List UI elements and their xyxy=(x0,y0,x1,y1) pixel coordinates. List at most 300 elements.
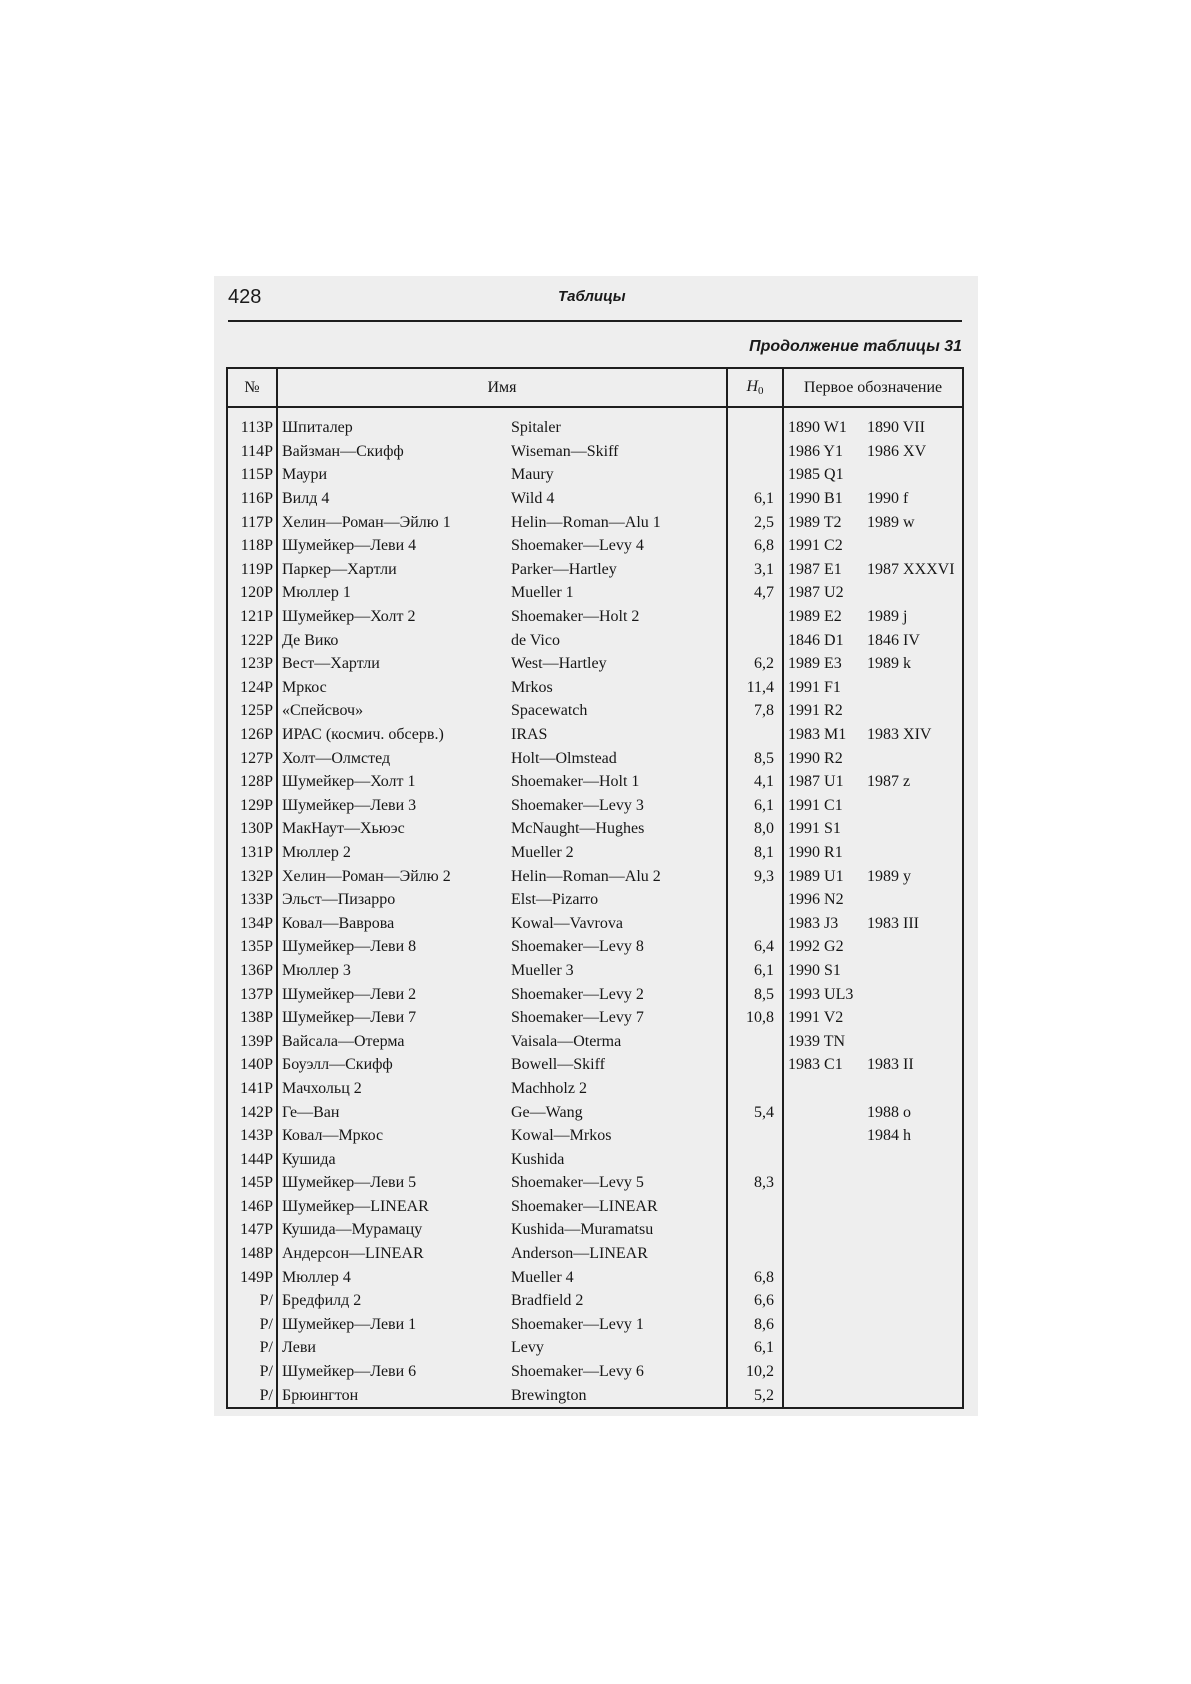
table-row xyxy=(227,1360,963,1384)
cell-name-russian: Мюллер 2 xyxy=(282,843,351,861)
cell-number: 133P xyxy=(227,888,277,912)
running-head: Таблицы xyxy=(558,288,626,305)
cell-h0 xyxy=(727,911,783,935)
table-row xyxy=(227,1313,963,1337)
cell-name-russian: Шпиталер xyxy=(282,419,353,437)
cell-designation-new: 1991 V2 xyxy=(788,1009,844,1027)
cell-designation-old: 1846 IV xyxy=(867,631,920,649)
cell-h0: 5,4 xyxy=(727,1100,783,1124)
cell-number: 149P xyxy=(227,1265,277,1289)
cell-number: 121P xyxy=(227,605,277,629)
cell-number: 137P xyxy=(227,982,277,1006)
table-row xyxy=(227,959,963,983)
cell-h0: 7,8 xyxy=(727,699,783,723)
cell-designation-old xyxy=(867,817,963,841)
cell-name-russian: Вилд 4 xyxy=(282,490,330,508)
cell-name-russian: Ковал—Мркос xyxy=(282,1127,384,1145)
cell-designation-old: 1988 o xyxy=(867,1103,912,1121)
cell-designation-new: 1989 E3 xyxy=(788,655,842,673)
cell-designation-old xyxy=(867,463,963,487)
cell-name-latin: Holt—Olmstead xyxy=(507,746,727,770)
cell-designation-new xyxy=(783,1124,867,1148)
cell-designation-old xyxy=(867,1360,963,1384)
cell-designation-old: 1989 k xyxy=(867,655,912,673)
cell-name-latin: Shoemaker—Holt 2 xyxy=(507,605,727,629)
cell-name-latin: Anderson—LINEAR xyxy=(507,1242,727,1266)
cell-name-latin: Shoemaker—Levy 5 xyxy=(507,1171,727,1195)
cell-name-russian: Мюллер 3 xyxy=(282,961,351,979)
cell-designation-old xyxy=(867,794,963,818)
cell-number: 144P xyxy=(227,1147,277,1171)
table-row xyxy=(227,817,963,841)
cell-name-latin: Mrkos xyxy=(507,676,727,700)
table-row xyxy=(227,1218,963,1242)
table-row xyxy=(227,463,963,487)
cell-h0: 8,0 xyxy=(727,817,783,841)
column-header-name: Имя xyxy=(277,368,727,407)
cell-name-russian: Кушида—Мурамацу xyxy=(282,1221,423,1239)
cell-designation-old xyxy=(867,935,963,959)
table-row xyxy=(227,770,963,794)
cell-name-russian: Маури xyxy=(282,466,328,484)
cell-designation-new xyxy=(783,1313,867,1337)
table-row xyxy=(227,1171,963,1195)
cell-designation-old xyxy=(867,534,963,558)
cell-designation-old xyxy=(867,746,963,770)
cell-number: 136P xyxy=(227,959,277,983)
cell-designation-new xyxy=(783,1265,867,1289)
cell-name-latin: Shoemaker—LINEAR xyxy=(507,1195,727,1219)
cell-name-russian: Мркос xyxy=(282,678,327,696)
h0-subscript: 0 xyxy=(758,385,764,397)
cell-name-latin: Helin—Roman—Alu 2 xyxy=(507,864,727,888)
table-row xyxy=(227,888,963,912)
cell-number: 145P xyxy=(227,1171,277,1195)
cell-name-latin: Mueller 4 xyxy=(507,1265,727,1289)
table-row xyxy=(227,534,963,558)
cell-designation-new xyxy=(783,1360,867,1384)
cell-number: 123P xyxy=(227,652,277,676)
cell-designation-old xyxy=(867,982,963,1006)
cell-designation-new: 1990 B1 xyxy=(788,490,843,508)
cell-number: 139P xyxy=(227,1029,277,1053)
table-row xyxy=(227,864,963,888)
cell-name-latin: Shoemaker—Levy 1 xyxy=(507,1313,727,1337)
cell-designation-old xyxy=(867,1336,963,1360)
cell-name-latin: Shoemaker—Levy 6 xyxy=(507,1360,727,1384)
cell-designation-old xyxy=(867,1242,963,1266)
cell-name-latin: Shoemaker—Holt 1 xyxy=(507,770,727,794)
cell-number: 147P xyxy=(227,1218,277,1242)
cell-name-latin: Spitaler xyxy=(507,407,727,440)
cell-designation-new: 1991 C2 xyxy=(788,537,843,555)
table-row xyxy=(227,1077,963,1101)
table-row xyxy=(227,676,963,700)
cell-name-russian: Леви xyxy=(282,1339,316,1357)
cell-name-latin: Elst—Pizarro xyxy=(507,888,727,912)
h0-symbol: H xyxy=(746,378,759,395)
comet-table xyxy=(226,367,964,1409)
cell-number: 113P xyxy=(227,407,277,440)
cell-designation-old: 1984 h xyxy=(867,1127,912,1145)
cell-designation-new: 1846 D1 xyxy=(788,631,844,649)
cell-number: 128P xyxy=(227,770,277,794)
cell-h0: 4,7 xyxy=(727,581,783,605)
cell-h0: 6,1 xyxy=(727,794,783,818)
cell-designation-old xyxy=(867,959,963,983)
cell-designation-new xyxy=(783,1195,867,1219)
cell-designation-new: 1983 J3 xyxy=(788,914,839,932)
cell-designation-old: 1983 III xyxy=(867,914,919,932)
cell-number: 132P xyxy=(227,864,277,888)
table-row xyxy=(227,699,963,723)
cell-number: P/ xyxy=(227,1336,277,1360)
cell-designation-new: 1939 TN xyxy=(788,1032,846,1050)
cell-h0: 6,1 xyxy=(727,959,783,983)
cell-name-latin: West—Hartley xyxy=(507,652,727,676)
cell-number: P/ xyxy=(227,1383,277,1408)
cell-name-latin: Ge—Wang xyxy=(507,1100,727,1124)
cell-number: 141P xyxy=(227,1077,277,1101)
cell-designation-new xyxy=(783,1100,867,1124)
cell-designation-old: 1890 VII xyxy=(867,419,925,437)
table-row xyxy=(227,605,963,629)
cell-h0 xyxy=(727,463,783,487)
cell-name-russian: Шумейкер—Леви 8 xyxy=(282,938,417,956)
cell-name-latin: Shoemaker—Levy 7 xyxy=(507,1006,727,1030)
cell-name-latin: Mueller 2 xyxy=(507,841,727,865)
cell-designation-new: 1989 T2 xyxy=(788,513,842,531)
cell-designation-new: 1991 F1 xyxy=(788,678,841,696)
cell-name-russian: Вайсала—Отерма xyxy=(282,1032,405,1050)
cell-h0 xyxy=(727,1147,783,1171)
cell-designation-old xyxy=(867,888,963,912)
cell-h0: 6,4 xyxy=(727,935,783,959)
cell-name-russian: Шумейкер—Леви 3 xyxy=(282,796,417,814)
table-row xyxy=(227,841,963,865)
cell-h0 xyxy=(727,1029,783,1053)
cell-designation-new: 1985 Q1 xyxy=(788,466,844,484)
cell-name-latin: Vaisala—Oterma xyxy=(507,1029,727,1053)
cell-name-latin: Maury xyxy=(507,463,727,487)
cell-h0 xyxy=(727,440,783,464)
cell-h0 xyxy=(727,1242,783,1266)
table-row xyxy=(227,1289,963,1313)
cell-name-latin: Kowal—Vavrova xyxy=(507,911,727,935)
cell-designation-new: 1990 S1 xyxy=(788,961,841,979)
cell-name-latin: Kowal—Mrkos xyxy=(507,1124,727,1148)
cell-name-russian: Вест—Хартли xyxy=(282,655,380,673)
cell-designation-old xyxy=(867,841,963,865)
cell-name-latin: Shoemaker—Levy 8 xyxy=(507,935,727,959)
cell-designation-old xyxy=(867,1289,963,1313)
cell-name-latin: IRAS xyxy=(507,723,727,747)
cell-designation-new xyxy=(783,1383,867,1408)
table-caption: Продолжение таблицы 31 xyxy=(749,338,962,355)
cell-name-latin: de Vico xyxy=(507,628,727,652)
cell-designation-new: 1890 W1 xyxy=(788,419,847,437)
cell-designation-new: 1991 S1 xyxy=(788,820,841,838)
cell-name-latin: Brewington xyxy=(507,1383,727,1408)
cell-number: 117P xyxy=(227,510,277,534)
cell-name-russian: Андерсон—LINEAR xyxy=(282,1245,424,1263)
table-row xyxy=(227,982,963,1006)
table-row xyxy=(227,581,963,605)
cell-designation-old: 1983 XIV xyxy=(867,726,932,744)
cell-number: 142P xyxy=(227,1100,277,1124)
cell-h0 xyxy=(727,1195,783,1219)
cell-number: 135P xyxy=(227,935,277,959)
cell-h0: 6,1 xyxy=(727,487,783,511)
cell-designation-old xyxy=(867,1383,963,1408)
table-row xyxy=(227,1147,963,1171)
cell-name-latin: Shoemaker—Levy 4 xyxy=(507,534,727,558)
page-number: 428 xyxy=(228,286,262,308)
cell-name-russian: Де Вико xyxy=(282,631,339,649)
cell-number: 140P xyxy=(227,1053,277,1077)
cell-name-latin: Kushida—Muramatsu xyxy=(507,1218,727,1242)
cell-name-latin: Mueller 1 xyxy=(507,581,727,605)
table-row xyxy=(227,794,963,818)
cell-name-latin: Spacewatch xyxy=(507,699,727,723)
cell-number: P/ xyxy=(227,1289,277,1313)
table-row xyxy=(227,1195,963,1219)
table-row xyxy=(227,1336,963,1360)
cell-designation-old xyxy=(867,1006,963,1030)
cell-designation-old xyxy=(867,1147,963,1171)
table-row xyxy=(227,1265,963,1289)
cell-name-russian: МакНаут—Хьюэс xyxy=(282,820,405,838)
cell-name-latin: McNaught—Hughes xyxy=(507,817,727,841)
cell-name-russian: Шумейкер—Холт 2 xyxy=(282,608,416,626)
table-row xyxy=(227,1100,963,1124)
cell-number: 116P xyxy=(227,487,277,511)
cell-h0: 6,8 xyxy=(727,534,783,558)
cell-h0 xyxy=(727,1218,783,1242)
cell-number: 120P xyxy=(227,581,277,605)
cell-name-russian: Хелин—Роман—Эйлю 2 xyxy=(282,867,451,885)
table-row xyxy=(227,911,963,935)
cell-designation-new: 1983 C1 xyxy=(788,1056,843,1074)
cell-name-russian: Холт—Олмстед xyxy=(282,749,391,767)
cell-h0: 8,6 xyxy=(727,1313,783,1337)
table-row xyxy=(227,746,963,770)
cell-designation-new xyxy=(783,1289,867,1313)
cell-number: 134P xyxy=(227,911,277,935)
cell-name-latin: Mueller 3 xyxy=(507,959,727,983)
table-row xyxy=(227,723,963,747)
cell-designation-new: 1996 N2 xyxy=(788,891,844,909)
cell-h0 xyxy=(727,1124,783,1148)
cell-number: P/ xyxy=(227,1360,277,1384)
cell-designation-old: 1990 f xyxy=(867,490,909,508)
cell-h0 xyxy=(727,1053,783,1077)
cell-name-latin: Shoemaker—Levy 2 xyxy=(507,982,727,1006)
cell-name-russian: Бредфилд 2 xyxy=(282,1292,362,1310)
cell-name-latin: Bradfield 2 xyxy=(507,1289,727,1313)
cell-h0: 4,1 xyxy=(727,770,783,794)
table-row xyxy=(227,628,963,652)
table-header-row xyxy=(227,368,963,407)
cell-designation-new: 1993 UL3 xyxy=(788,985,854,1003)
cell-name-latin: Bowell—Skiff xyxy=(507,1053,727,1077)
cell-designation-old xyxy=(867,1313,963,1337)
cell-h0: 6,8 xyxy=(727,1265,783,1289)
cell-name-latin: Machholz 2 xyxy=(507,1077,727,1101)
cell-designation-old: 1989 w xyxy=(867,513,915,531)
cell-name-russian: Ге—Ван xyxy=(282,1103,340,1121)
cell-designation-new: 1990 R2 xyxy=(788,749,843,767)
cell-designation-new: 1992 G2 xyxy=(788,938,844,956)
cell-designation-new xyxy=(783,1171,867,1195)
cell-name-latin: Wild 4 xyxy=(507,487,727,511)
cell-h0 xyxy=(727,407,783,440)
cell-designation-new: 1990 R1 xyxy=(788,843,843,861)
cell-number: 129P xyxy=(227,794,277,818)
cell-h0: 9,3 xyxy=(727,864,783,888)
cell-number: 124P xyxy=(227,676,277,700)
cell-designation-old xyxy=(867,1195,963,1219)
cell-name-russian: Боуэлл—Скифф xyxy=(282,1056,393,1074)
cell-name-latin: Parker—Hartley xyxy=(507,558,727,582)
cell-h0: 8,1 xyxy=(727,841,783,865)
cell-name-latin: Wiseman—Skiff xyxy=(507,440,727,464)
table-row xyxy=(227,1006,963,1030)
cell-designation-new: 1987 U2 xyxy=(788,584,844,602)
cell-number: 118P xyxy=(227,534,277,558)
cell-designation-old: 1987 z xyxy=(867,773,911,791)
cell-designation-new: 1987 U1 xyxy=(788,773,844,791)
cell-number: 148P xyxy=(227,1242,277,1266)
cell-designation-old xyxy=(867,1265,963,1289)
cell-name-russian: Шумейкер—LINEAR xyxy=(282,1197,429,1215)
cell-name-russian: Мачхольц 2 xyxy=(282,1079,362,1097)
cell-name-russian: Хелин—Роман—Эйлю 1 xyxy=(282,513,451,531)
cell-h0: 6,2 xyxy=(727,652,783,676)
column-header-number: № xyxy=(227,368,277,407)
table-row xyxy=(227,510,963,534)
cell-name-russian: Кушида xyxy=(282,1150,336,1168)
cell-h0: 6,1 xyxy=(727,1336,783,1360)
cell-name-russian: Шумейкер—Леви 4 xyxy=(282,537,417,555)
table-body xyxy=(227,407,963,1408)
cell-designation-old xyxy=(867,1029,963,1053)
cell-designation-old xyxy=(867,699,963,723)
cell-h0: 6,6 xyxy=(727,1289,783,1313)
cell-designation-new: 1989 E2 xyxy=(788,608,842,626)
cell-number: 138P xyxy=(227,1006,277,1030)
cell-name-russian: Шумейкер—Леви 2 xyxy=(282,985,417,1003)
cell-designation-new xyxy=(783,1147,867,1171)
cell-h0 xyxy=(727,723,783,747)
cell-name-russian: Шумейкер—Леви 6 xyxy=(282,1363,417,1381)
cell-designation-old: 1983 II xyxy=(867,1056,914,1074)
cell-designation-old: 1989 y xyxy=(867,867,912,885)
cell-number: 125P xyxy=(227,699,277,723)
cell-h0: 8,5 xyxy=(727,746,783,770)
cell-number: 115P xyxy=(227,463,277,487)
cell-designation-new xyxy=(783,1218,867,1242)
table-row xyxy=(227,652,963,676)
cell-name-russian: Брюингтон xyxy=(282,1386,359,1404)
cell-name-latin: Kushida xyxy=(507,1147,727,1171)
table-row xyxy=(227,1053,963,1077)
cell-name-latin: Helin—Roman—Alu 1 xyxy=(507,510,727,534)
cell-designation-old: 1987 XXXVI xyxy=(867,560,955,578)
table-row xyxy=(227,935,963,959)
cell-h0 xyxy=(727,888,783,912)
table-row xyxy=(227,440,963,464)
cell-designation-old: 1986 XV xyxy=(867,442,927,460)
cell-h0: 11,4 xyxy=(727,676,783,700)
cell-designation-old xyxy=(867,1077,963,1101)
table-row xyxy=(227,1383,963,1408)
cell-name-russian: Шумейкер—Леви 5 xyxy=(282,1174,417,1192)
cell-designation-new xyxy=(783,1336,867,1360)
table-row xyxy=(227,558,963,582)
cell-h0: 10,2 xyxy=(727,1360,783,1384)
cell-h0: 3,1 xyxy=(727,558,783,582)
table-row xyxy=(227,1242,963,1266)
table-row xyxy=(227,1124,963,1148)
cell-designation-old xyxy=(867,1171,963,1195)
cell-name-russian: Шумейкер—Леви 1 xyxy=(282,1315,417,1333)
cell-name-russian: Эльст—Пизарро xyxy=(282,891,396,909)
cell-designation-new xyxy=(783,1077,867,1101)
cell-number: 114P xyxy=(227,440,277,464)
cell-name-russian: Шумейкер—Холт 1 xyxy=(282,773,416,791)
column-header-h0 xyxy=(727,368,783,407)
cell-designation-old: 1989 j xyxy=(867,608,908,626)
cell-designation-new: 1991 R2 xyxy=(788,702,843,720)
cell-designation-old xyxy=(867,676,963,700)
cell-h0: 5,2 xyxy=(727,1383,783,1408)
cell-designation-new: 1983 M1 xyxy=(788,726,847,744)
cell-number: 131P xyxy=(227,841,277,865)
cell-designation-new: 1986 Y1 xyxy=(788,442,843,460)
cell-designation-new: 1991 C1 xyxy=(788,796,843,814)
cell-number: 143P xyxy=(227,1124,277,1148)
cell-name-russian: Мюллер 4 xyxy=(282,1268,351,1286)
cell-h0 xyxy=(727,605,783,629)
cell-number: 122P xyxy=(227,628,277,652)
cell-h0: 2,5 xyxy=(727,510,783,534)
table-row xyxy=(227,487,963,511)
cell-number: 130P xyxy=(227,817,277,841)
cell-number: 127P xyxy=(227,746,277,770)
cell-h0 xyxy=(727,1077,783,1101)
table-row xyxy=(227,1029,963,1053)
cell-number: 119P xyxy=(227,558,277,582)
cell-h0: 8,3 xyxy=(727,1171,783,1195)
cell-designation-new: 1989 U1 xyxy=(788,867,844,885)
page-header xyxy=(228,284,962,322)
cell-designation-new xyxy=(783,1242,867,1266)
cell-name-russian: Паркер—Хартли xyxy=(282,560,397,578)
cell-name-russian: Вайзман—Скифф xyxy=(282,442,404,460)
cell-designation-old xyxy=(867,581,963,605)
table-row xyxy=(227,407,963,440)
cell-h0: 8,5 xyxy=(727,982,783,1006)
cell-h0: 10,8 xyxy=(727,1006,783,1030)
cell-name-russian: Шумейкер—Леви 7 xyxy=(282,1009,417,1027)
cell-name-latin: Shoemaker—Levy 3 xyxy=(507,794,727,818)
cell-designation-old xyxy=(867,1218,963,1242)
cell-name-russian: Ковал—Ваврова xyxy=(282,914,395,932)
cell-number: 146P xyxy=(227,1195,277,1219)
cell-designation-new: 1987 E1 xyxy=(788,560,842,578)
column-header-designation: Первое обозначение xyxy=(783,368,963,407)
